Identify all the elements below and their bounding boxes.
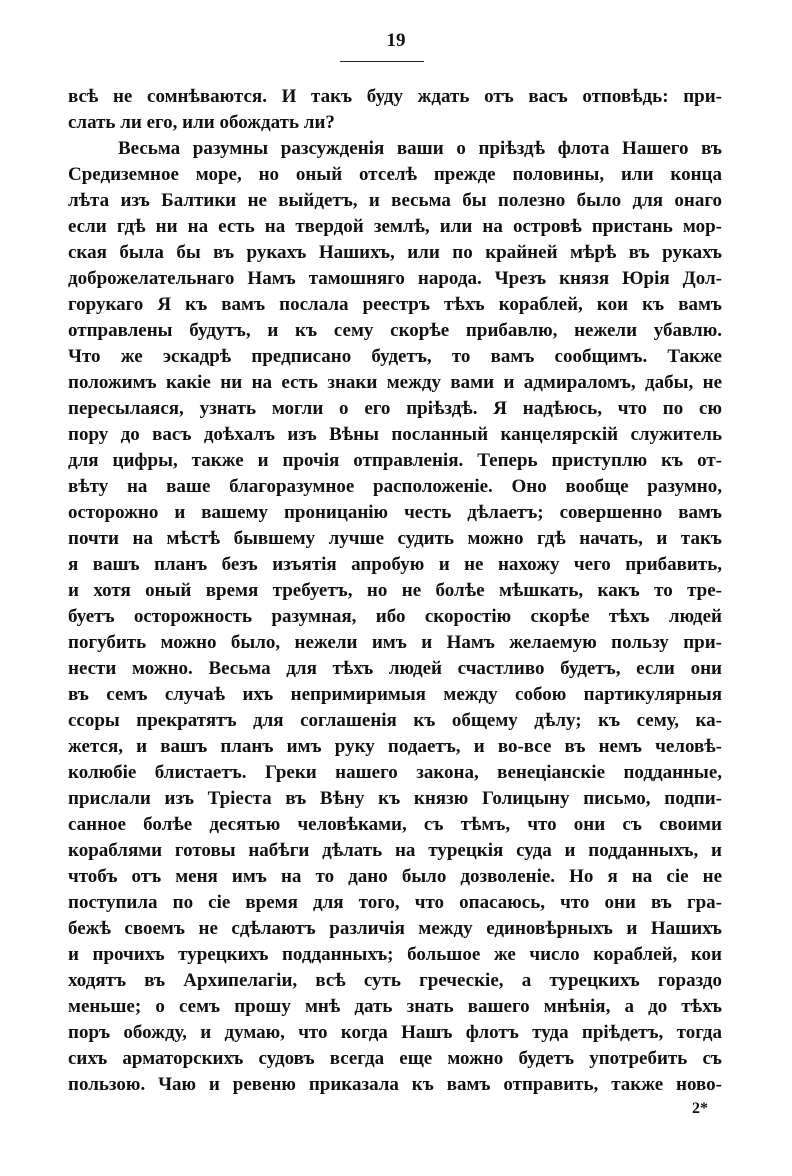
text-line: ская была бы въ рукахъ Нашихъ, или по крайней мѣрѣ въ рукахъ xyxy=(68,242,722,263)
text-line: я вашъ планъ безъ изъятія апробую и не нахожу чего прибавить, xyxy=(68,554,722,575)
text-line: сихъ арматорскихъ судовъ всегда еще можно будетъ употребить съ xyxy=(68,1048,722,1069)
text-line: горукаго Я къ вамъ послала реестръ тѣхъ кораблей, кои къ вамъ xyxy=(68,294,722,315)
text-line: доброжелательнаго Намъ тамошняго народа. Чрезъ князя Юрія Дол- xyxy=(68,268,722,289)
text-line: въ семъ случаѣ ихъ непримиримыя между собою партикулярныя xyxy=(68,684,722,705)
text-line: отправлены будутъ, и къ сему скорѣе прибавлю, нежели убавлю. xyxy=(68,320,722,341)
header-rule xyxy=(340,61,424,62)
text-line: чтобъ отъ меня имъ на то дано было дозволеніе. Но я на сіе не xyxy=(68,866,722,887)
text-line: Что же эскадрѣ предписано будетъ, то вамъ сообщимъ. Также xyxy=(68,346,722,367)
text-line: кораблями готовы набѣги дѣлать на турецкія суда и подданныхъ, и xyxy=(68,840,722,861)
text-line: поръ обожду, и думаю, что когда Нашъ флотъ туда пріѣдетъ, тогда xyxy=(68,1022,722,1043)
text-line: и прочихъ турецкихъ подданныхъ; большое же число кораблей, кои xyxy=(68,944,722,965)
text-line: и хотя оный время требуетъ, но не болѣе мѣшкать, какъ то тре- xyxy=(68,580,722,601)
body-text xyxy=(68,84,722,1098)
text-line: Весьма разумны разсужденія ваши о пріѣздѣ флота Нашего въ xyxy=(118,138,722,159)
text-line: если гдѣ ни на есть на твердой землѣ, или на островѣ пристань мор- xyxy=(68,216,722,237)
page-number: 19 xyxy=(386,30,406,51)
text-line: ходятъ въ Архипелагіи, всѣ суть греческіе, а турецкихъ гораздо xyxy=(68,970,722,991)
text-line: осторожно и вашему проницанію честь дѣлаетъ; совершенно вамъ xyxy=(68,502,722,523)
text-line: поступила по сіе время для того, что опасаюсь, что они въ гра- xyxy=(68,892,722,913)
text-line: нести можно. Весьма для тѣхъ людей счастливо будетъ, если они xyxy=(68,658,722,679)
text-line: меньше; о семъ прошу мнѣ дать знать вашего мнѣнія, а до тѣхъ xyxy=(68,996,722,1017)
text-line: ссоры прекратятъ для соглашенія къ общему дѣлу; къ сему, ка- xyxy=(68,710,722,731)
text-line: всѣ не сомнѣваются. И такъ буду ждать отъ васъ отповѣдь: при- xyxy=(68,86,722,107)
text-line: буетъ осторожность разумная, ибо скоростію скорѣе тѣхъ людей xyxy=(68,606,722,627)
text-line: бежѣ своемъ не сдѣлаютъ различія между единовѣрныхъ и Нашихъ xyxy=(68,918,722,939)
text-line: пользою. Чаю и ревеню приказала къ вамъ отправить, также ново- xyxy=(68,1074,722,1095)
text-line: Средиземное море, но оный отселѣ прежде половины, или конца xyxy=(68,164,722,185)
text-line: положимъ какіе ни на есть знаки между вами и адмираломъ, дабы, не xyxy=(68,372,722,393)
text-line: пору до васъ доѣхалъ изъ Вѣны посланный канцелярскій служитель xyxy=(68,424,722,445)
text-line: вѣту на ваше благоразумное расположеніе. Оно вообще разумно, xyxy=(68,476,722,497)
text-line: пересылаяся, узнать могли о его пріѣздѣ. Я надѣюсь, что по сю xyxy=(68,398,722,419)
text-line: колюбіе блистаетъ. Греки нашего закона, венеціанскіе подданные, xyxy=(68,762,722,783)
text-line: жется, и вашъ планъ имъ руку подаетъ, и во-все въ немъ человѣ- xyxy=(68,736,722,757)
text-line: прислали изъ Тріеста въ Вѣну къ князю Голицыну письмо, подпи- xyxy=(68,788,722,809)
text-line: для цифры, также и прочія отправленія. Теперь приступлю къ от- xyxy=(68,450,722,471)
text-line: почти на мѣстѣ бывшему лучше судить можно гдѣ начать, и такъ xyxy=(68,528,722,549)
text-line: погубить можно было, нежели имъ и Намъ желаемую пользу при- xyxy=(68,632,722,653)
signature-mark: 2* xyxy=(692,1100,708,1117)
text-line: лѣта изъ Балтики не выйдетъ, и весьма бы полезно было для онаго xyxy=(68,190,722,211)
text-line: слать ли его, или обождать ли? xyxy=(68,112,335,133)
text-line: санное болѣе десятью человѣками, съ тѣмъ, что они съ своими xyxy=(68,814,722,835)
